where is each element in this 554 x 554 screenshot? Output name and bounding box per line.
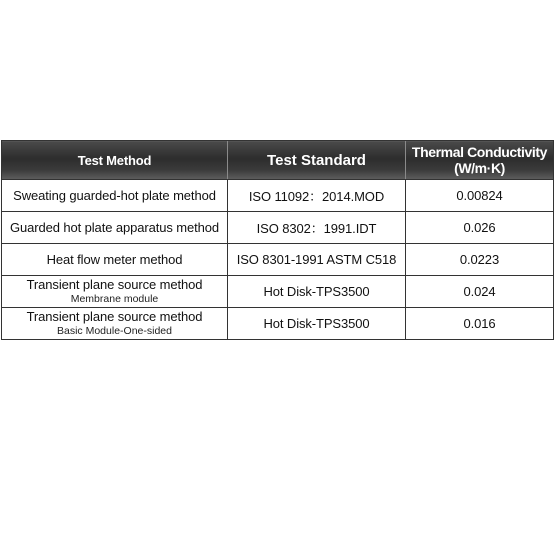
table-row bbox=[2, 276, 554, 308]
test-method-name: Transient plane source method bbox=[26, 276, 203, 292]
test-standard-cell: ISO 8302：1991.IDT bbox=[228, 212, 406, 244]
thermal-conductivity-table-container bbox=[1, 140, 553, 340]
table-row bbox=[2, 308, 554, 340]
test-method-cell: Sweating guarded-hot plate method bbox=[2, 180, 228, 212]
test-standard-cell: ISO 11092：2014.MOD bbox=[228, 180, 406, 212]
thermal-conductivity-table bbox=[1, 140, 554, 340]
table-row bbox=[2, 180, 554, 212]
header-thermal-conductivity-label: Thermal Conductivity bbox=[411, 144, 548, 160]
test-standard-cell: Hot Disk-TPS3500 bbox=[228, 308, 406, 340]
test-method-cell bbox=[2, 308, 228, 340]
header-thermal-conductivity-unit: (W/m·K) bbox=[454, 160, 505, 176]
test-method-module: Basic Module-One-sided bbox=[57, 324, 172, 337]
test-standard-cell: ISO 8301-1991 ASTM C518 bbox=[228, 244, 406, 276]
test-method-cell: Guarded hot plate apparatus method bbox=[2, 212, 228, 244]
thermal-conductivity-cell: 0.024 bbox=[406, 276, 554, 308]
test-method-name: Transient plane source method bbox=[26, 308, 203, 324]
header-row bbox=[2, 141, 554, 180]
table-body bbox=[2, 180, 554, 340]
table-row bbox=[2, 212, 554, 244]
thermal-conductivity-cell: 0.00824 bbox=[406, 180, 554, 212]
thermal-conductivity-cell: 0.016 bbox=[406, 308, 554, 340]
thermal-conductivity-cell: 0.026 bbox=[406, 212, 554, 244]
header-thermal-conductivity bbox=[406, 141, 554, 180]
test-method-cell: Heat flow meter method bbox=[2, 244, 228, 276]
thermal-conductivity-cell: 0.0223 bbox=[406, 244, 554, 276]
table-row bbox=[2, 244, 554, 276]
test-method-cell bbox=[2, 276, 228, 308]
table-header bbox=[2, 141, 554, 180]
test-method-module: Membrane module bbox=[70, 292, 159, 305]
header-test-standard: Test Standard bbox=[228, 141, 406, 180]
test-standard-cell: Hot Disk-TPS3500 bbox=[228, 276, 406, 308]
header-test-method: Test Method bbox=[2, 141, 228, 180]
